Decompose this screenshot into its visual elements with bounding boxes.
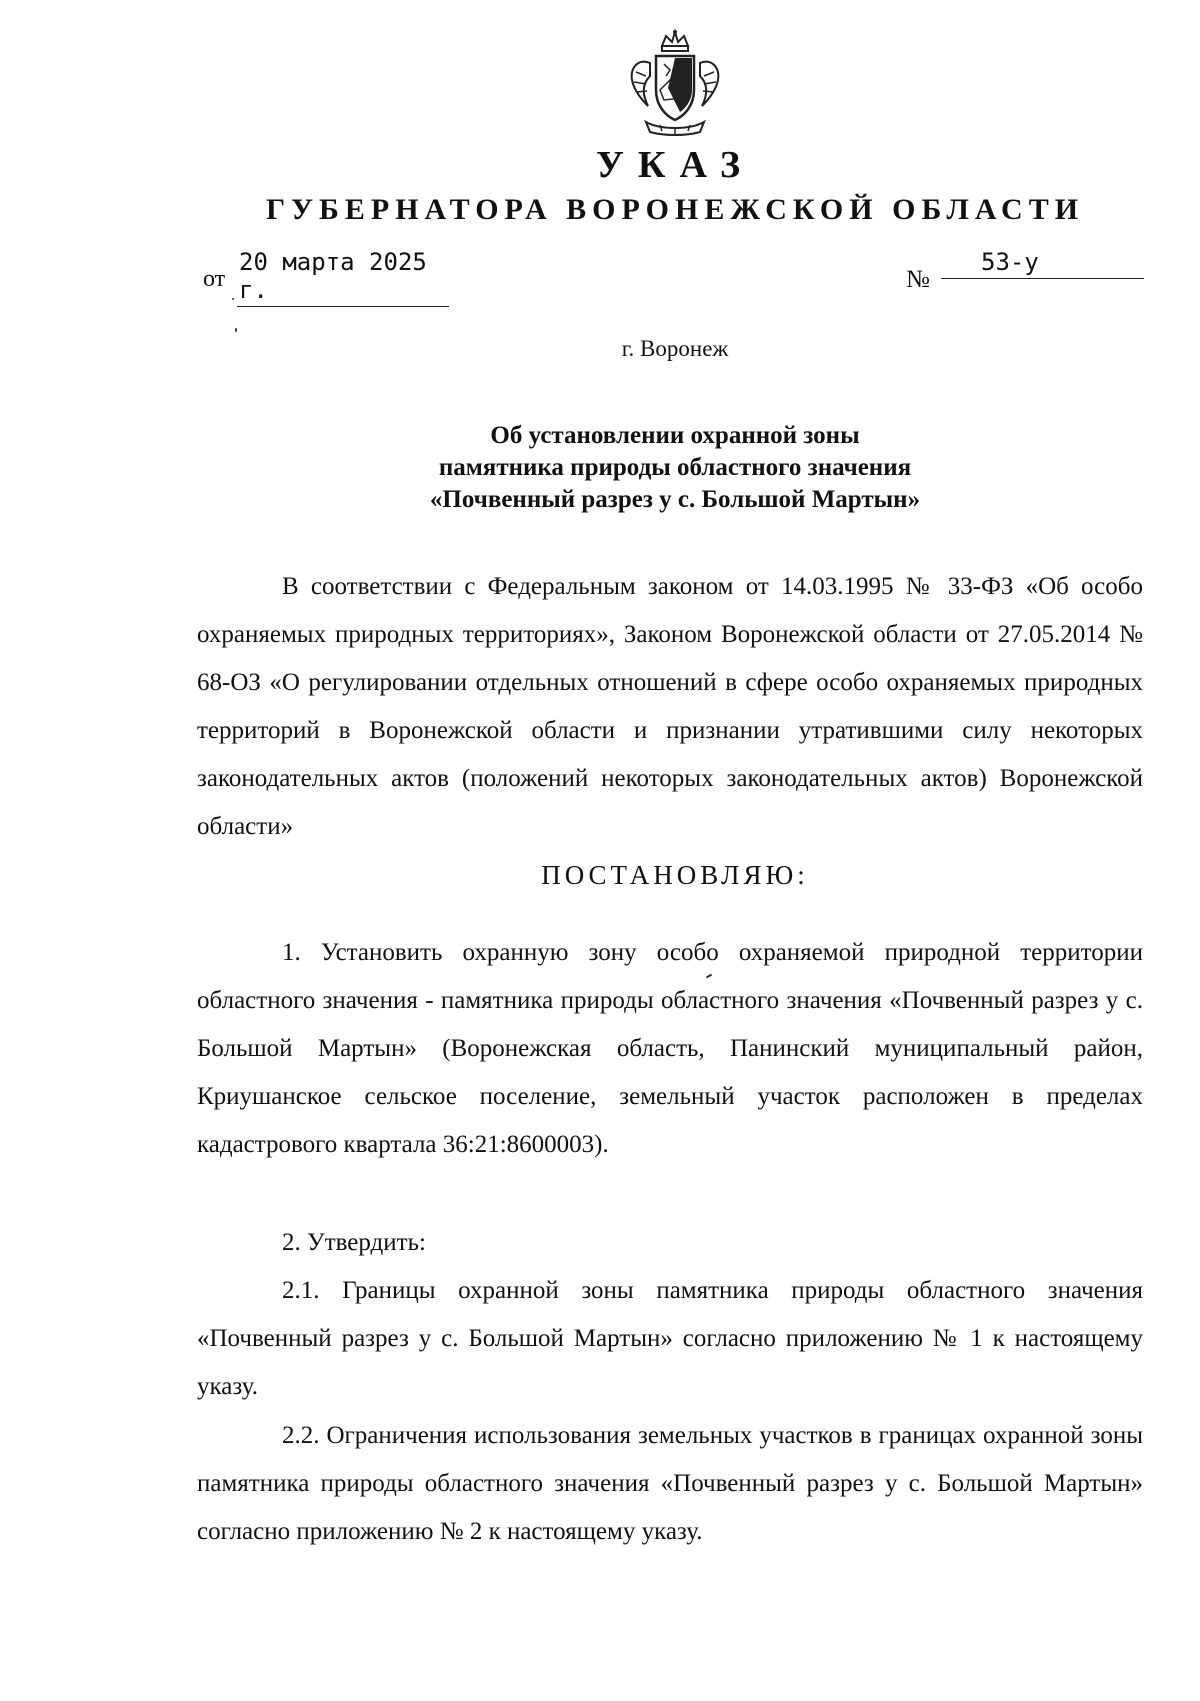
date-label: от — [203, 266, 226, 292]
heading-line: Об установлении охранной зоны — [490, 422, 860, 449]
item-2-paragraph — [197, 1219, 1143, 1267]
document-type-title: УКАЗ — [596, 144, 754, 186]
item-2-text: 2. Утвердить: — [282, 1229, 426, 1256]
decree-word: ПОСТАНОВЛЯЮ: — [541, 860, 809, 890]
number-value: 53-у — [941, 248, 1144, 279]
item-1-text: 1. Установить охранную зону особо охраняемой природной территории областного значения - памятника природы областного значения «Почвенный разрез у с. Большой Мартын» (Воронежская область, Панинский муниципальный район, Криушанское сельское поселение, земельный участок расположен в пределах кадастрового квартала 36:21:8600003). — [197, 939, 1143, 1158]
item-2-1-text: 2.1. Границы охранной зоны памятника природы областного значения «Почвенный разрез у с. Большой Мартын» согласно приложению № 1 к настоящему указу. — [197, 1277, 1143, 1400]
coat-of-arms-icon — [620, 28, 730, 138]
issuer-title: ГУБЕРНАТОРА ВОРОНЕЖСКОЙ ОБЛАСТИ — [265, 193, 1085, 226]
preamble-text: В соответствии с Федеральным законом от 14.03.1995 № 33-ФЗ «Об особо охраняемых природных территориях», Законом Воронежской области от 27.05.2014 № 68-ОЗ «О регулировании отдельных отношений в сфере особо охраняемых природных территорий в Воронежской области и признании утратившими силу некоторых законодательных актов (положений некоторых законодательных актов) Воронежской области» — [197, 573, 1143, 840]
item-2-2-text: 2.2. Ограничения использования земельных участков в границах охранной зоны памятника природы областного значения «Почвенный разрез у с. Большой Мартын» согласно приложению № 2 к настоящему указу. — [197, 1422, 1143, 1545]
scan-speck — [235, 328, 237, 332]
item-2-2-paragraph — [197, 1412, 1143, 1556]
city-line: г. Воронеж — [621, 336, 729, 361]
heading-line: памятника природы областного значения — [438, 454, 912, 481]
document-heading — [0, 420, 1200, 516]
number-label: № — [906, 266, 930, 293]
date-value: 20 марта 2025 г. — [237, 248, 449, 307]
heading-line: «Почвенный разрез у с. Большой Мартын» — [429, 486, 921, 513]
scan-speck — [232, 298, 234, 300]
preamble-paragraph — [197, 563, 1143, 851]
item-2-1-paragraph — [197, 1267, 1143, 1411]
item-1-paragraph — [197, 929, 1143, 1169]
